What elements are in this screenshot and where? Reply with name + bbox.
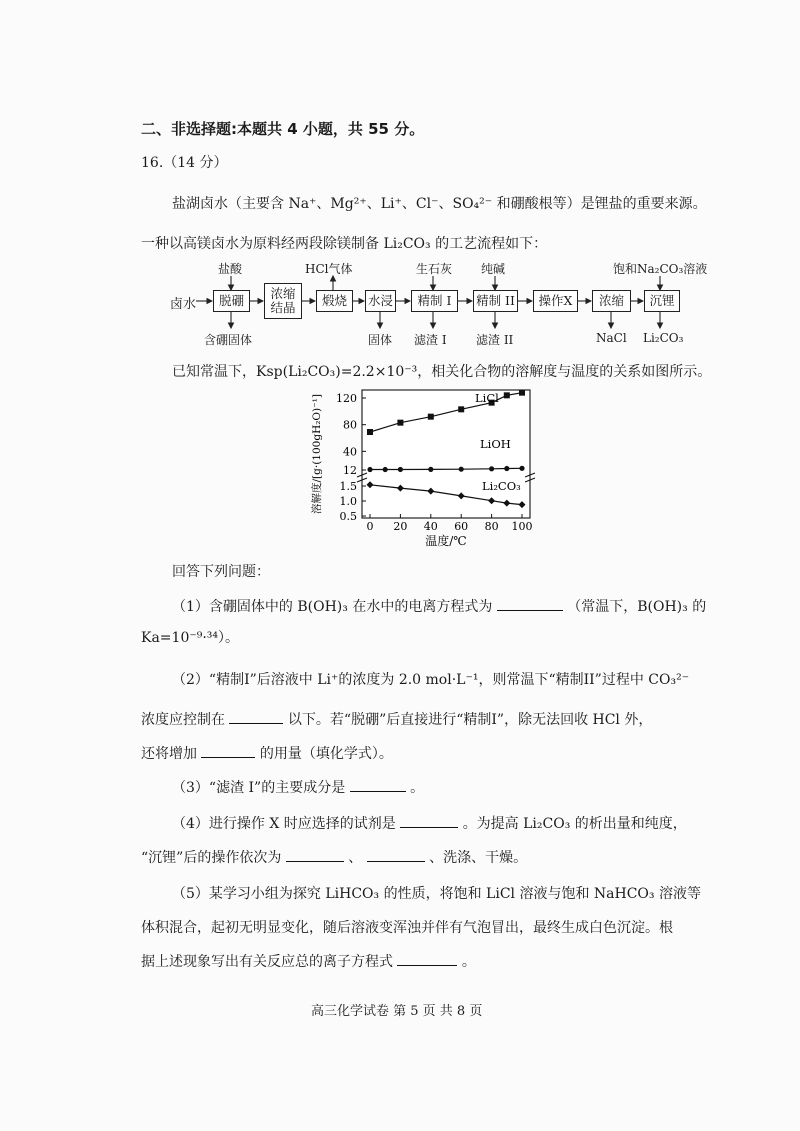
- x-tick-label: 60: [454, 520, 469, 533]
- q3-text: （3）“滤渣 I”的主要成分是: [172, 780, 346, 796]
- y-tick-label: 1.0: [339, 495, 357, 508]
- q3-line: [172, 777, 424, 797]
- known-condition: 已知常温下，Ksp(Li₂CO₃)=2.2×10⁻³，相关化合物的溶解度与温度的关系如图所示。: [172, 364, 712, 380]
- y-tick-label: 80: [343, 418, 357, 432]
- series-label: LiOH: [480, 437, 511, 451]
- step-concentrate: 浓缩: [592, 290, 631, 312]
- q4-text-3: “沉锂”后的操作依次为: [141, 850, 282, 866]
- intro-line-2: 一种以高镁卤水为原料经两段除镁制备 Li₂CO₃ 的工艺流程如下：: [141, 236, 548, 252]
- data-point-licl: [367, 429, 373, 435]
- q4-text: （4）进行操作 X 时应选择的试剂是: [172, 816, 396, 832]
- q4-line-1: [172, 813, 687, 833]
- step-refine-1: 精制 I: [411, 290, 458, 312]
- section-heading: 二、非选择题:本题共 4 小题，共 55 分。: [141, 120, 425, 138]
- data-point-licl: [458, 406, 464, 412]
- q1-line: [172, 596, 706, 616]
- q4-answer-blank-1[interactable]: [400, 813, 458, 828]
- q4-answer-blank-2[interactable]: [286, 847, 344, 862]
- q4-separator: 、: [348, 850, 363, 866]
- intro-line-1: 盐湖卤水（主要含 Na⁺、Mg²⁺、Li⁺、Cl⁻、SO₄²⁻ 和硼酸根等）是锂盐的重要来源。: [172, 196, 707, 212]
- step-calcine: 煅烧: [316, 290, 353, 312]
- y-tick-label: 40: [343, 445, 357, 459]
- q4-text-4: 、洗涤、干燥。: [429, 850, 528, 866]
- q1-text: （1）含硼固体中的 B(OH)₃ 在水中的电离方程式为: [172, 599, 493, 615]
- q5-line-2: 体积混合，起初无明显变化，随后溶液变浑浊并伴有气泡冒出，最终生成白色沉淀。根: [141, 920, 673, 936]
- flow-start-label: 卤水: [170, 297, 197, 312]
- question-number: 16.（14 分）: [141, 155, 228, 171]
- x-tick-label: 40: [423, 520, 438, 533]
- x-axis-title: 温度/℃: [425, 534, 467, 548]
- q3-text-2: 。: [410, 780, 425, 796]
- q1-text-2: （常温下，B(OH)₃ 的: [567, 599, 707, 615]
- page-footer: 高三化学试卷 第 5 页 共 8 页: [311, 1004, 483, 1019]
- input-sat-na2co3: 饱和Na₂CO₃溶液: [613, 262, 708, 276]
- input-soda-ash: 纯碱: [481, 262, 506, 276]
- q1-answer-blank[interactable]: [497, 596, 563, 611]
- q1-ka: Ka=10⁻⁹·³⁴）。: [141, 630, 240, 646]
- data-point-lioh: [398, 467, 403, 472]
- solubility-chart: [300, 384, 550, 550]
- data-point-licl: [397, 420, 403, 426]
- q5-line-1: （5）某学习小组为探究 LiHCO₃ 的性质，将饱和 LiCl 溶液与饱和 NaHCO₃ 溶液等: [172, 886, 701, 902]
- data-point-lioh: [428, 467, 433, 472]
- y-tick-label: 1.5: [339, 480, 357, 493]
- q2-text-3: 还将增加: [141, 746, 197, 762]
- series-label: LiCl: [475, 391, 499, 405]
- data-point-lioh: [383, 467, 388, 472]
- output-solid: 固体: [368, 333, 393, 347]
- output-boron-solid: 含硼固体: [204, 333, 253, 347]
- q4-line-2: [141, 847, 527, 867]
- data-point-licl: [519, 390, 525, 396]
- step-water-leach: 水浸: [365, 290, 396, 312]
- step-refine-2: 精制 II: [473, 290, 518, 312]
- data-point-licl: [428, 414, 434, 420]
- answer-prompt: 回答下列问题：: [172, 564, 270, 580]
- input-hydrochloric-acid: 盐酸: [218, 262, 243, 276]
- q2-text: 浓度应控制在: [141, 712, 225, 728]
- output-li2co3: Li₂CO₃: [643, 331, 684, 345]
- q2-text-4: 的用量（填化学式）。: [259, 746, 393, 762]
- output-residue-2: 滤渣 II: [476, 333, 514, 347]
- y-axis-title: 溶解度/[g·(100gH₂O)⁻¹]: [311, 394, 323, 514]
- data-point-lioh: [504, 466, 509, 471]
- x-tick-label: 0: [366, 520, 374, 533]
- output-nacl: NaCl: [596, 331, 627, 345]
- output-residue-1: 滤渣 I: [414, 333, 447, 347]
- q5-line-3: [141, 951, 476, 971]
- data-point-licl: [504, 392, 510, 398]
- q5-answer-blank[interactable]: [397, 951, 457, 966]
- q4-text-2: 。为提高 Li₂CO₃ 的析出量和纯度，: [462, 816, 687, 832]
- x-tick-label: 20: [393, 520, 408, 533]
- plot-frame: [362, 390, 530, 518]
- chart-svg: [300, 384, 550, 550]
- q2-line-1: （2）“精制I”后溶液中 Li⁺的浓度为 2.0 mol·L⁻¹，则常温下“精制II”过程中 CO₃²⁻: [172, 672, 690, 688]
- q2-answer-blank-1[interactable]: [229, 709, 283, 724]
- data-point-lioh: [459, 467, 464, 472]
- q4-answer-blank-3[interactable]: [367, 847, 425, 862]
- data-point-lioh: [489, 466, 494, 471]
- q5-text-2: 。: [461, 954, 476, 970]
- q2-line-2: [141, 709, 652, 729]
- x-tick-label: 100: [511, 520, 533, 533]
- output-hcl-gas: HCl气体: [305, 262, 353, 276]
- data-point-lioh: [367, 467, 372, 472]
- step-operation-x: 操作X: [533, 290, 578, 312]
- step-precipitate-lithium: 沉锂: [644, 290, 680, 312]
- step-deboron: 脱硼: [213, 290, 250, 312]
- input-quicklime: 生石灰: [416, 262, 453, 276]
- q2-text-2: 以下。若“脱硼”后直接进行“精制I”，除无法回收 HCl 外，: [287, 712, 653, 728]
- q2-answer-blank-2[interactable]: [201, 743, 255, 758]
- x-tick-label: 80: [484, 520, 499, 533]
- data-point-lioh: [519, 466, 524, 471]
- y-tick-label: 12: [343, 464, 357, 477]
- y-tick-label: 120: [336, 392, 357, 405]
- step-concentrate-crystallize: 浓缩 结晶: [264, 283, 302, 319]
- q2-line-3: [141, 743, 393, 763]
- q5-text: 据上述现象写出有关反应总的离子方程式: [141, 954, 393, 970]
- q3-answer-blank[interactable]: [350, 777, 406, 792]
- y-tick-label: 0.5: [339, 510, 357, 523]
- series-label: Li₂CO₃: [482, 479, 521, 493]
